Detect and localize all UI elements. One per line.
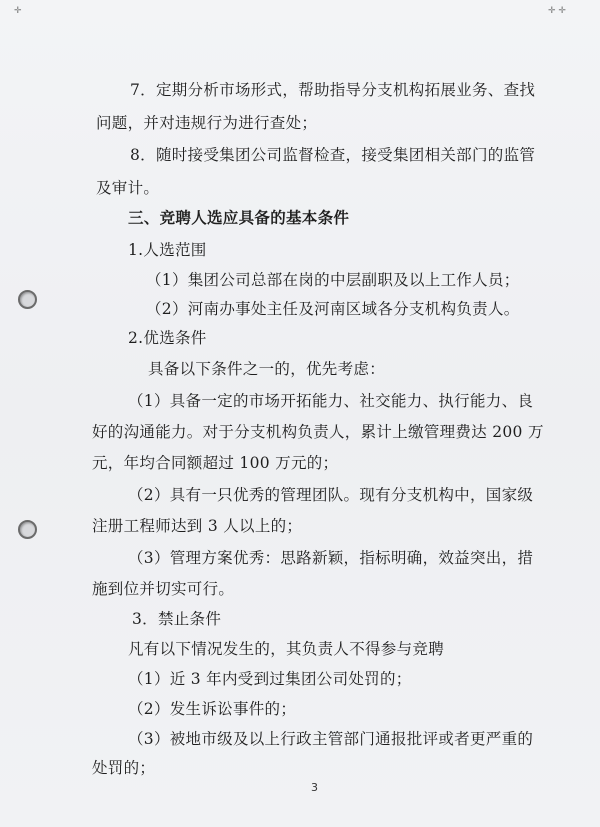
text-line: （1）近 3 年内受到过集团公司处罚的； xyxy=(128,670,412,688)
text-line: 元，年均合同额超过 100 万元的； xyxy=(92,454,339,472)
text-line: 8．随时接受集团公司监督检查，接受集团相关部门的监管 xyxy=(130,146,536,164)
binder-hole-top xyxy=(18,290,37,309)
text-line: （3）被地市级及以上行政主管部门通报批评或者更严重的 xyxy=(128,730,534,748)
subsection-title: 2.优选条件 xyxy=(128,329,207,347)
text-line: （2）发生诉讼事件的； xyxy=(128,700,297,718)
text-line: （1）具备一定的市场开拓能力、社交能力、执行能力、良 xyxy=(128,392,534,410)
text-line: 具备以下条件之一的，优先考虑： xyxy=(148,360,386,378)
scan-mark-left: ✛ xyxy=(14,6,22,16)
text-line: 注册工程师达到 3 人以上的； xyxy=(92,517,303,535)
text-line: （2）河南办事处主任及河南区域各分支机构负责人。 xyxy=(146,300,520,318)
text-line: 问题，并对违规行为进行查处； xyxy=(96,114,318,132)
text-line: 凡有以下情况发生的，其负责人不得参与竞聘 xyxy=(128,640,445,658)
text-line: 处罚的； xyxy=(92,759,156,777)
section-heading: 三、竞聘人选应具备的基本条件 xyxy=(128,208,350,227)
subsection-title: 1.人选范围 xyxy=(128,241,207,259)
subsection-title: 3．禁止条件 xyxy=(132,610,222,628)
text-line: （1）集团公司总部在岗的中层副职及以上工作人员； xyxy=(146,271,520,289)
text-line: 好的沟通能力。对于分支机构负责人，累计上缴管理费达 200 万 xyxy=(92,423,544,441)
scan-mark-right: ✛ ✛ xyxy=(548,6,566,16)
text-line: 施到位并切实可行。 xyxy=(92,580,235,598)
text-line: 及审计。 xyxy=(96,179,160,197)
text-line: （2）具有一只优秀的管理团队。现有分支机构中，国家级 xyxy=(128,486,534,504)
text-line: （3）管理方案优秀：思路新颖，指标明确，效益突出，措 xyxy=(128,549,534,567)
text-line: 7．定期分析市场形式，帮助指导分支机构拓展业务、查找 xyxy=(130,81,536,99)
page-number: 3 xyxy=(311,781,318,794)
binder-hole-bottom xyxy=(18,520,37,539)
